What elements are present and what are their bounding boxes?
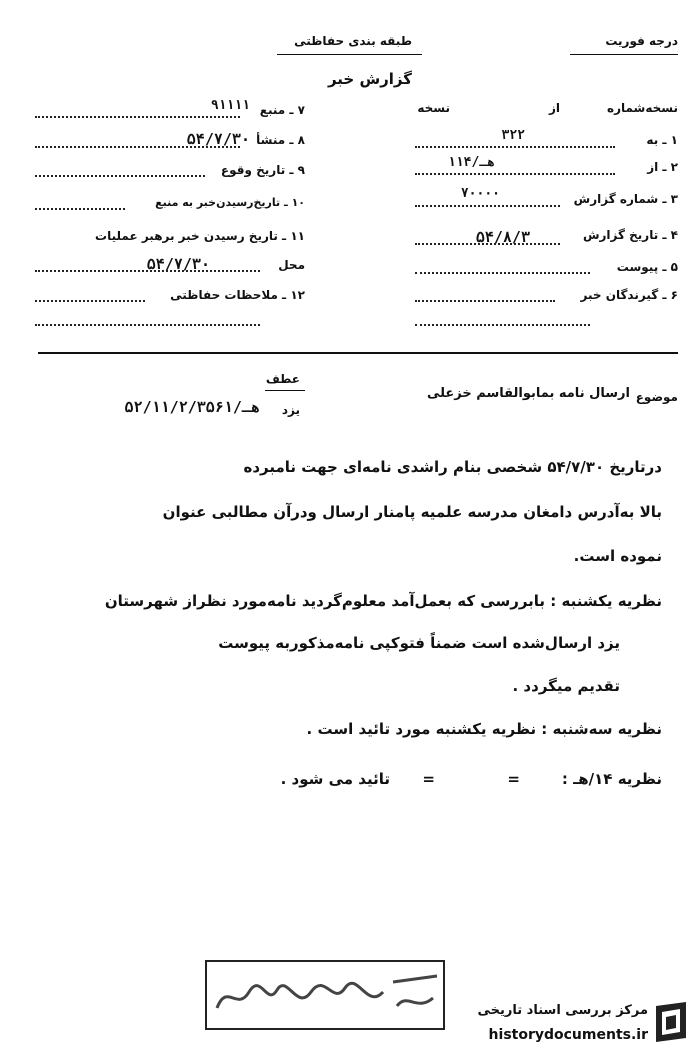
field-6-label: ۶ ـ گیرندگان خبر bbox=[580, 288, 678, 302]
field-11-dots bbox=[35, 270, 260, 272]
body-line-3: نموده است. bbox=[573, 547, 662, 565]
field-7-value: ۹۱۱۱۱ bbox=[210, 98, 250, 113]
field-10-label: ۱۰ ـ تاریخ‌رسیدن‌خبر به منبع bbox=[155, 196, 305, 209]
field-4-label: ۴ ـ تاریخ گزارش bbox=[582, 228, 678, 242]
field-8-label: ۸ ـ منشأ bbox=[256, 133, 305, 147]
field-12-dots-2 bbox=[35, 324, 260, 326]
body-line-8-c: = bbox=[422, 770, 435, 788]
archive-logo-icon bbox=[652, 1000, 690, 1044]
classification-label: طبقه بندی حفاظتی bbox=[294, 34, 412, 48]
field-1-label: ۱ ـ به bbox=[646, 133, 678, 147]
ref-underline bbox=[265, 390, 305, 391]
body-line-6: تقدیم میگردد . bbox=[512, 677, 620, 695]
ref-prefix: یزد bbox=[281, 403, 300, 417]
field-6-dots-2 bbox=[415, 324, 590, 326]
field-12-label: ۱۲ ـ ملاحظات حفاظتی bbox=[170, 288, 305, 302]
field-8-dots bbox=[35, 146, 240, 148]
field-5-label: ۵ ـ پیوست bbox=[616, 260, 678, 274]
field-12-dots bbox=[35, 300, 145, 302]
archive-stamp bbox=[205, 960, 445, 1030]
field-4-value: ۵۴/۸/۳ bbox=[475, 228, 530, 246]
stamp-scribble-icon bbox=[207, 962, 443, 1028]
urgency-underline bbox=[570, 54, 678, 55]
body-line-8-b: = bbox=[507, 770, 520, 788]
field-1-dots bbox=[415, 146, 615, 148]
archive-name: مرکز بررسی اسناد تاریخی bbox=[477, 1003, 648, 1018]
field-10-dots bbox=[35, 208, 125, 210]
body-line-8-a: نظریه ۱۴/هـ : bbox=[561, 770, 662, 788]
body-line-8-d: تائید می شود . bbox=[280, 770, 390, 788]
field-9-label: ۹ ـ تاریخ وقوع bbox=[220, 163, 305, 177]
field-2-label: ۲ ـ از bbox=[647, 160, 678, 174]
urgency-label: درجه فوریت bbox=[605, 34, 678, 48]
field-11-place-label: محل bbox=[278, 258, 305, 272]
ref-label: عطف bbox=[265, 372, 300, 386]
body-line-5: یزد ارسال‌شده است ضمناً فتوکپی نامه‌مذکوربه پیوست bbox=[218, 634, 620, 652]
body-line-4: نظریه یکشنبه : بابررسی که بعمل‌آمد معلوم‌گردید نامه‌مورد نظراز شهرستان bbox=[104, 592, 662, 610]
body-line-7: نظریه سه‌شنبه : نظریه یکشنبه مورد تائید است . bbox=[306, 720, 662, 738]
page-title: گزارش خبر bbox=[327, 70, 412, 88]
field-8-value: ۵۴/۷/۳۰ bbox=[186, 130, 250, 148]
archive-website: historydocuments.ir bbox=[488, 1027, 648, 1043]
body-line-2: بالا به‌آدرس دامغان مدرسه علمیه پامنار ارسال ودرآن مطالبی عنوان bbox=[162, 503, 662, 521]
body-line-1: درتاریخ ۵۴/۷/۳۰ شخصی بنام راشدی نامه‌ای جهت نامبرده bbox=[243, 458, 662, 476]
field-6-dots bbox=[415, 300, 555, 302]
copy-from-label: از bbox=[548, 101, 560, 115]
field-7-dots bbox=[35, 116, 240, 118]
field-11-value: ۵۴/۷/۳۰ bbox=[146, 255, 210, 273]
section-divider bbox=[38, 352, 678, 354]
field-4-dots bbox=[415, 243, 560, 245]
copy-number-label: نسخه‌شماره bbox=[607, 101, 678, 115]
subject-text: ارسال نامه بمابوالقاسم خزعلی bbox=[426, 386, 630, 401]
field-3-dots bbox=[415, 205, 560, 207]
field-7-label: ۷ ـ منبع bbox=[259, 103, 305, 117]
field-2-dots bbox=[415, 173, 615, 175]
classification-underline bbox=[277, 54, 422, 55]
subject-label: موضوع bbox=[635, 390, 678, 404]
ref-value: ۵۲/۱۱/۲/هـ/۳۵۶۱ bbox=[124, 398, 260, 416]
field-9-dots bbox=[35, 175, 205, 177]
field-3-value: ۷۰۰۰۰ bbox=[460, 186, 500, 201]
field-1-value: ۳۲۲ bbox=[501, 128, 525, 143]
copy-label: نسخه bbox=[417, 101, 450, 115]
field-3-label: ۳ ـ شماره گزارش bbox=[573, 192, 678, 206]
field-11-label: ۱۱ ـ تاریخ رسیدن خبر برهبر عملیات bbox=[95, 229, 305, 243]
field-5-dots bbox=[415, 272, 590, 274]
field-2-value: ۱۱۴/هـ bbox=[448, 155, 495, 170]
